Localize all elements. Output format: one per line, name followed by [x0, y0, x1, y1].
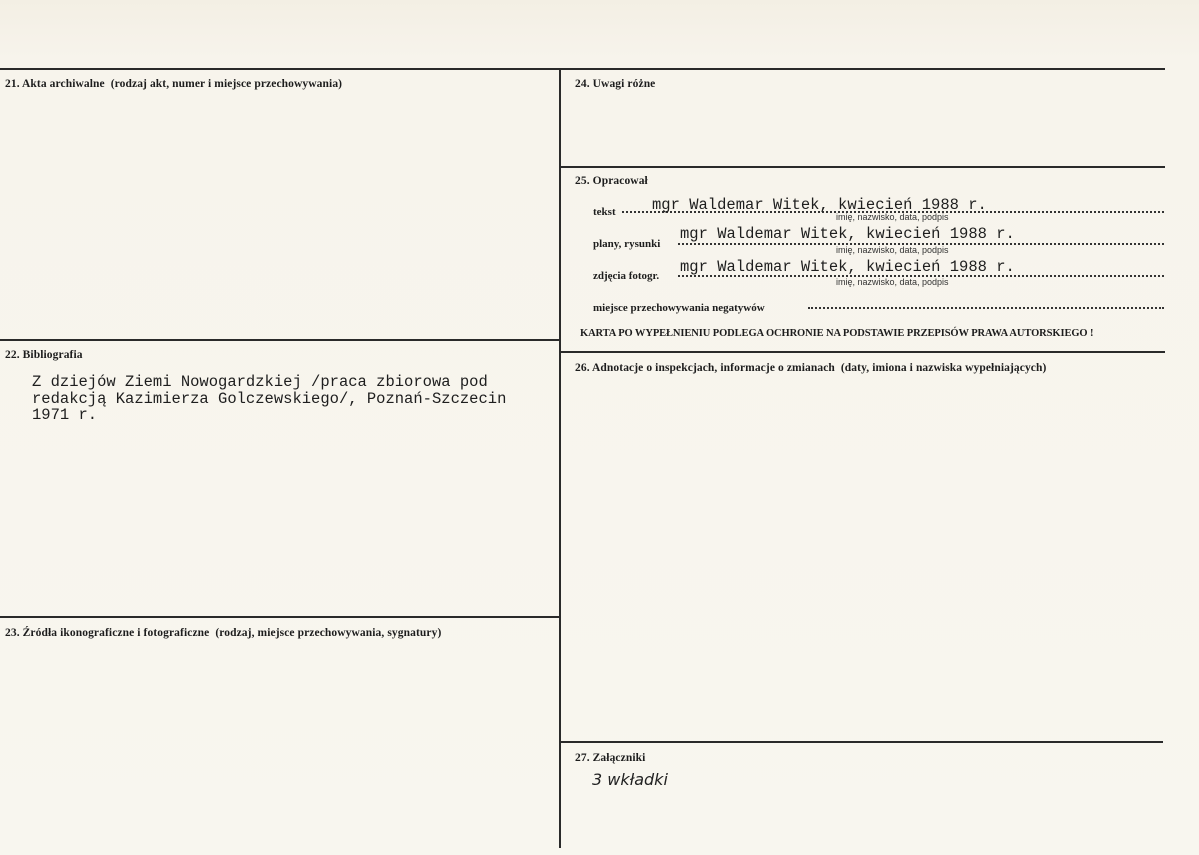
section-22-label: 22. Bibliografia [5, 349, 83, 361]
rule-22-23 [0, 616, 560, 618]
attachments-handwritten: 3 wkładki [592, 770, 668, 789]
center-divider [559, 68, 561, 848]
row-photos-label: zdjęcia fotogr. [593, 270, 660, 282]
section-24-label: 24. Uwagi różne [575, 78, 656, 90]
section-23-label: 23. Źródła ikonograficzne i fotograficzne (rodzaj, miejsce przechowywania, sygnatury) [5, 627, 442, 639]
negatives-dots [808, 307, 1164, 309]
copyright-warning: KARTA PO WYPEŁNIENIU PODLEGA OCHRONIE NA PODSTAWIE PRZEPISÓW PRAWA AUTORSKIEGO ! [580, 328, 1094, 339]
row-plans-value: mgr Waldemar Witek, kwiecień 1988 r. [680, 225, 1015, 243]
rule-21-22 [0, 339, 560, 341]
top-rule [0, 68, 1165, 70]
rule-26-27 [560, 741, 1163, 743]
section-25-label: 25. Opracował [575, 175, 648, 187]
row-photos-value: mgr Waldemar Witek, kwiecień 1988 r. [680, 258, 1015, 276]
rule-24-25 [560, 166, 1165, 168]
row-text-label: tekst [593, 206, 616, 218]
section-21-label: 21. Akta archiwalne (rodzaj akt, numer i miejsce przechowywania) [5, 78, 343, 90]
row-text-value: mgr Waldemar Witek, kwiecień 1988 r. [652, 196, 987, 214]
row-text-caption: imię, nazwisko, data, podpis [836, 212, 949, 222]
section-27-label: 27. Załączniki [575, 752, 646, 764]
section-26-label: 26. Adnotacje o inspekcjach, informacje o zmianach (daty, imiona i nazwiska wypełniających) [575, 362, 1047, 374]
row-plans-label: plany, rysunki [593, 238, 661, 250]
bibliography-text: Z dziejów Ziemi Nowogardzkiej /praca zbiorowa pod redakcją Kazimierza Golczewskiego/, Poznań-Szczecin 1971 r. [32, 373, 507, 424]
rule-25-26 [560, 351, 1165, 353]
negatives-label: miejsce przechowywania negatywów [593, 302, 765, 314]
row-photos-caption: imię, nazwisko, data, podpis [836, 277, 949, 287]
row-plans-caption: imię, nazwisko, data, podpis [836, 245, 949, 255]
